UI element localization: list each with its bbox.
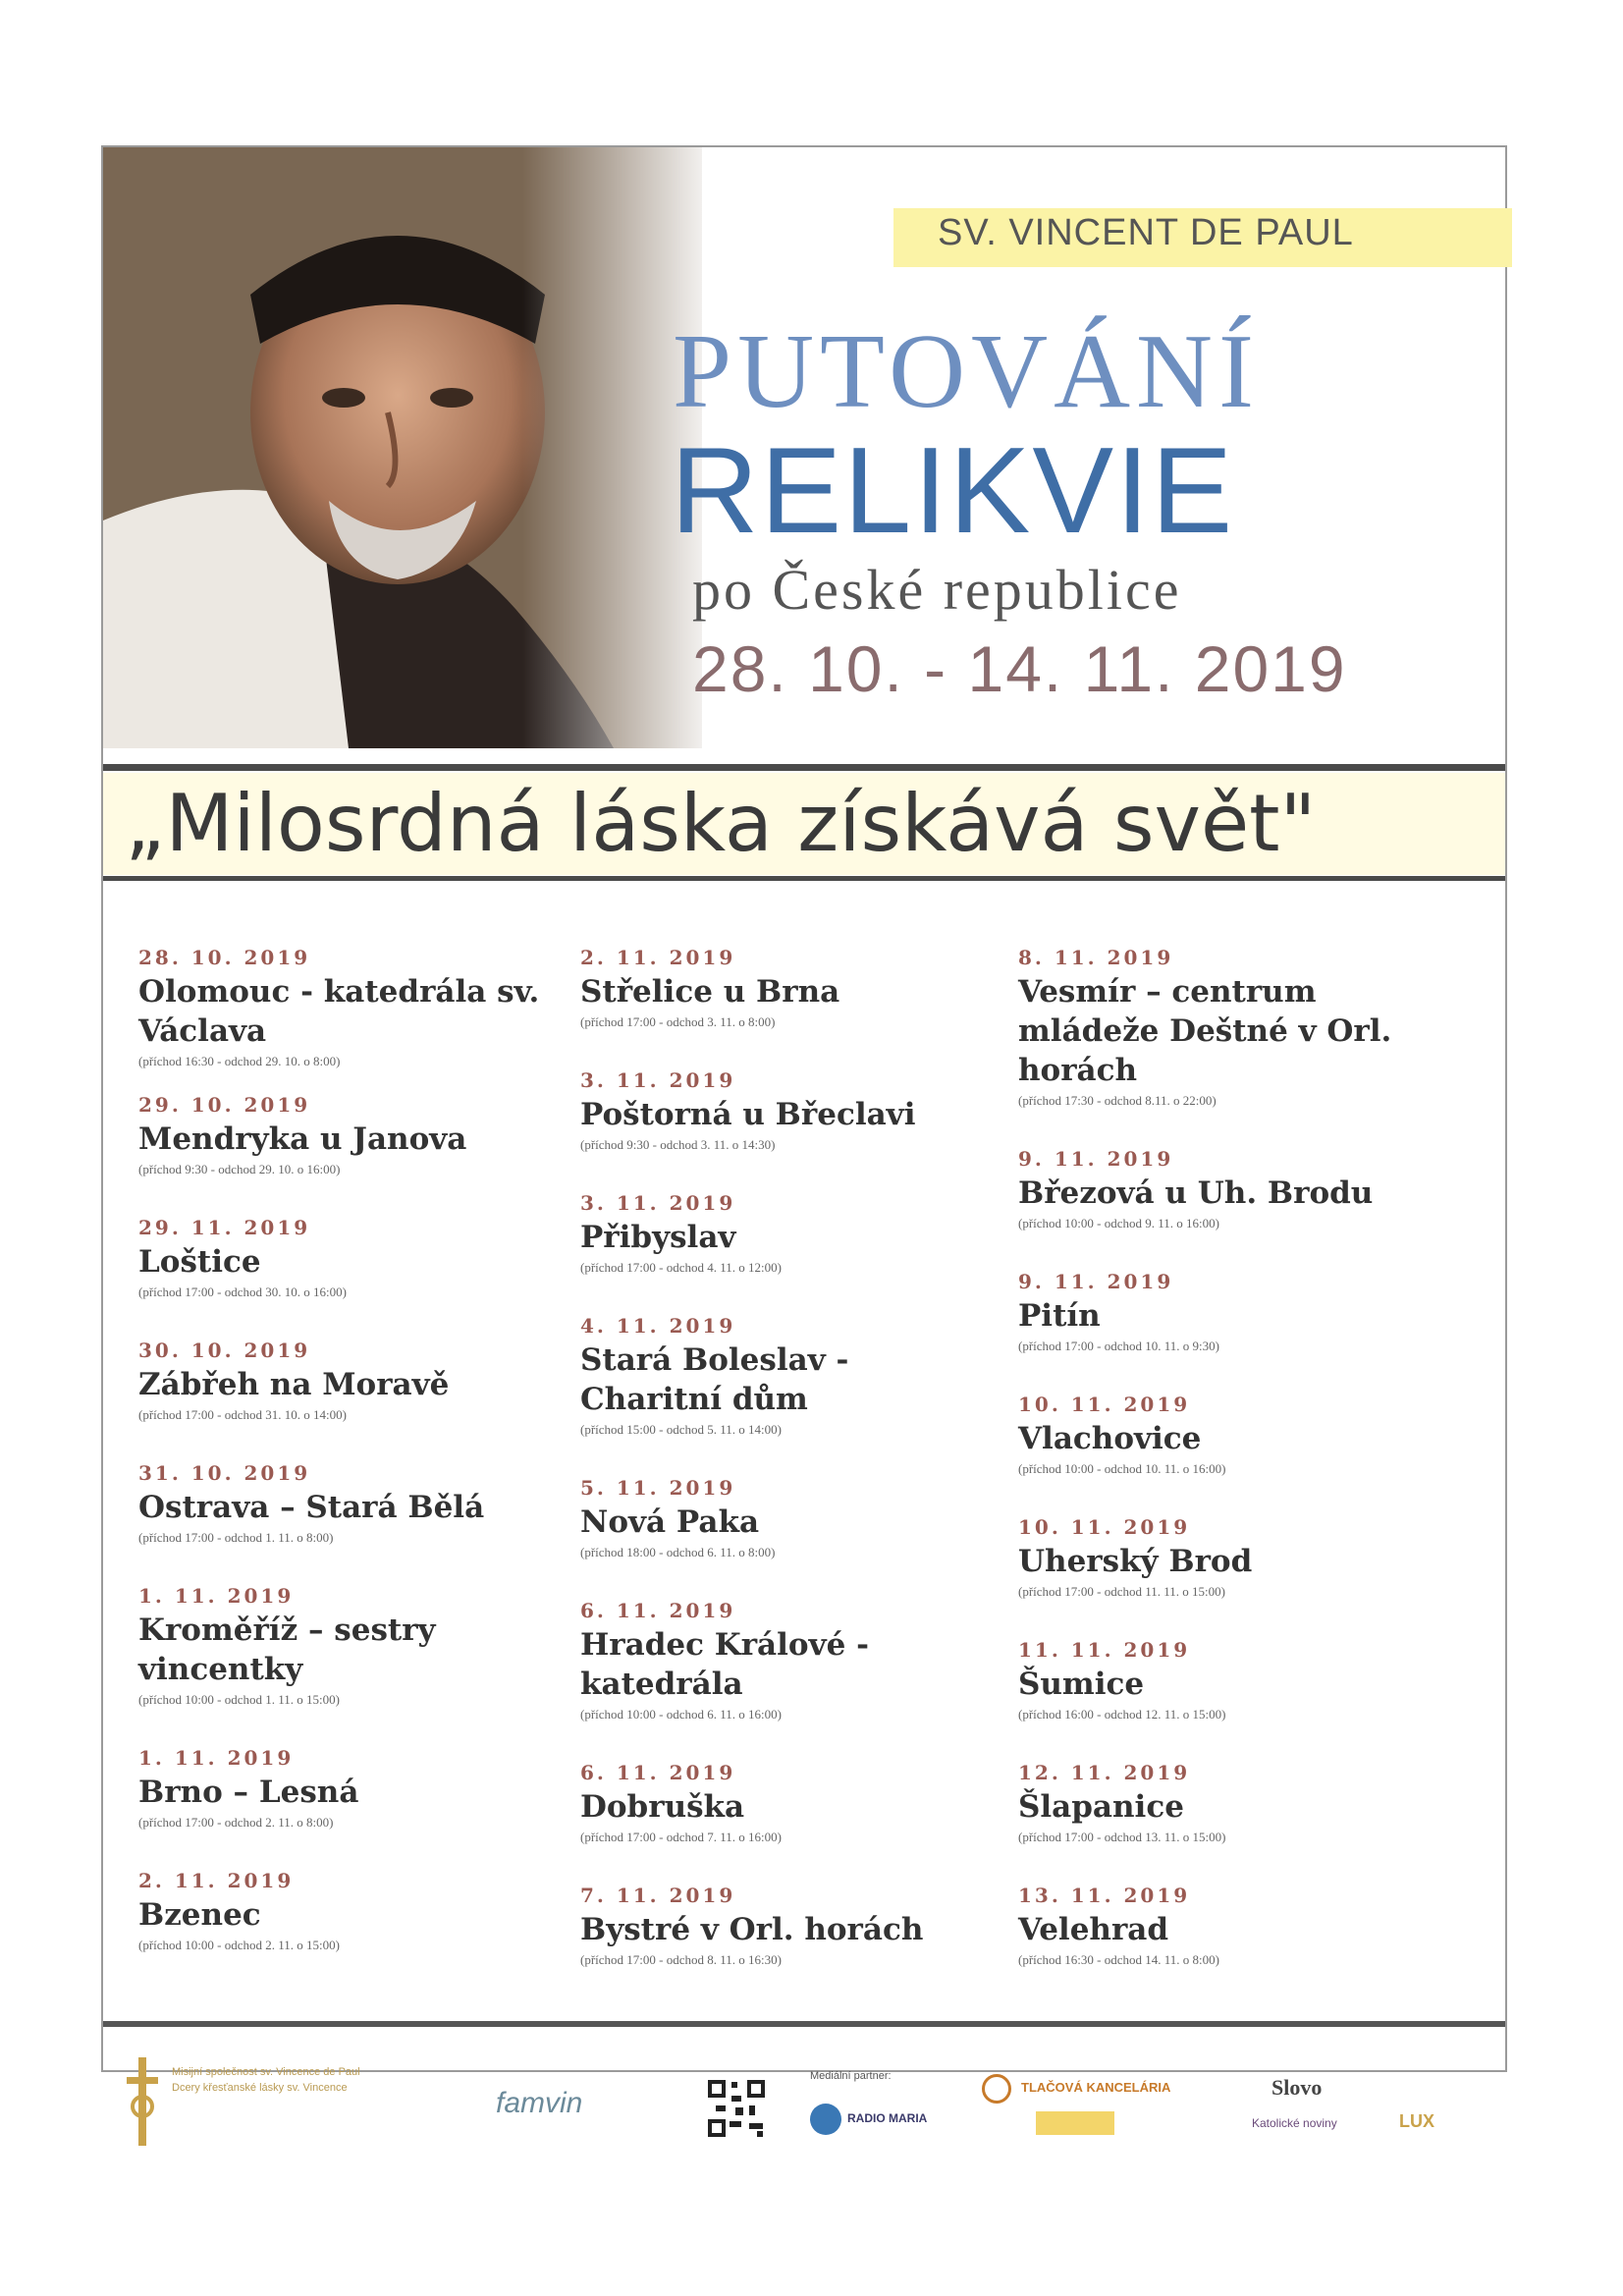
entry-date: 7. 11. 2019	[580, 1884, 736, 1907]
schedule-entry	[1018, 1392, 1431, 1478]
entry-place: Nová Paka	[580, 1504, 760, 1540]
schedule-entry	[138, 1215, 551, 1301]
entry-date: 1. 11. 2019	[138, 1584, 295, 1608]
entry-place: Vesmír – centrum mládeže Deštné v Orl. horách	[1018, 974, 1392, 1088]
entry-note: (příchod 10:00 - odchod 6. 11. o 16:00)	[580, 1707, 782, 1722]
entry-place: Bzenec	[138, 1897, 261, 1933]
entry-place: Šlapanice	[1018, 1789, 1184, 1825]
entry-date: 6. 11. 2019	[580, 1599, 736, 1622]
schedule-entry	[1018, 1883, 1431, 1969]
divider-bottom	[103, 876, 1505, 881]
schedule-entry	[1018, 1146, 1431, 1232]
entry-place: Dobruška	[580, 1789, 745, 1825]
entry-date: 2. 11. 2019	[580, 946, 736, 969]
entry-date: 11. 11. 2019	[1018, 1638, 1191, 1662]
entry-place: Hradec Králové - katedrála	[580, 1627, 869, 1702]
schedule-entry	[138, 945, 551, 1070]
entry-date: 10. 11. 2019	[1018, 1515, 1191, 1539]
entry-note: (příchod 17:00 - odchod 8. 11. o 16:30)	[580, 1952, 782, 1967]
famvin-logo: famvin	[496, 2087, 583, 2119]
entry-note: (příchod 16:00 - odchod 12. 11. o 15:00)	[1018, 1707, 1226, 1722]
entry-date: 4. 11. 2019	[580, 1314, 736, 1338]
entry-note: (příchod 10:00 - odchod 9. 11. o 16:00)	[1018, 1216, 1219, 1230]
entry-date: 3. 11. 2019	[580, 1191, 736, 1215]
entry-place: Kroměříž – sestry vincentky	[138, 1613, 436, 1687]
subtitle: po České republice	[692, 558, 1182, 622]
entry-date: 29. 11. 2019	[138, 1216, 311, 1239]
entry-place: Březová u Uh. Brodu	[1018, 1175, 1374, 1211]
entry-place: Šumice	[1018, 1667, 1145, 1702]
qr-code-icon	[706, 2078, 767, 2139]
entry-note: (příchod 17:00 - odchod 1. 11. o 8:00)	[138, 1530, 334, 1545]
entry-place: Střelice u Brna	[580, 974, 840, 1010]
entry-note: (příchod 9:30 - odchod 29. 10. o 16:00)	[138, 1162, 341, 1176]
entry-place: Bystré v Orl. horách	[580, 1912, 924, 1947]
schedule-entry	[1018, 945, 1431, 1110]
radio-maria-icon	[810, 2104, 841, 2135]
saint-name: SV. VINCENT DE PAUL	[938, 212, 1354, 253]
entry-note: (příchod 17:00 - odchod 3. 11. o 8:00)	[580, 1014, 776, 1029]
entry-note: (příchod 9:30 - odchod 3. 11. o 14:30)	[580, 1137, 776, 1152]
lux-logo: LUX	[1399, 2111, 1434, 2131]
entry-note: (příchod 10:00 - odchod 2. 11. o 15:00)	[138, 1938, 340, 1952]
entry-note: (příchod 10:00 - odchod 10. 11. o 16:00)	[1018, 1461, 1226, 1476]
entry-place: Brno – Lesná	[138, 1775, 359, 1810]
schedule-entry	[1018, 1269, 1431, 1355]
radio-maria-logo: RADIO MARIA	[847, 2111, 928, 2125]
schedule-entry	[580, 1760, 993, 1846]
slovo-logo: Slovo	[1271, 2075, 1323, 2100]
schedule-entry	[138, 1583, 551, 1709]
entry-note: (příchod 17:00 - odchod 13. 11. o 15:00)	[1018, 1830, 1226, 1844]
cross-logo-icon	[123, 2057, 162, 2146]
entry-place: Olomouc - katedrála sv. Václava	[138, 974, 540, 1049]
title-line-1: PUTOVÁNÍ	[673, 313, 1261, 430]
entry-date: 10. 11. 2019	[1018, 1393, 1191, 1416]
entry-note: (příchod 17:00 - odchod 7. 11. o 16:00)	[580, 1830, 782, 1844]
title-line-2: RELIKVIE	[671, 423, 1235, 559]
entry-place: Vlachovice	[1018, 1421, 1202, 1456]
schedule-entry	[580, 1475, 993, 1561]
entry-note: (příchod 16:30 - odchod 14. 11. o 8:00)	[1018, 1952, 1219, 1967]
entry-date: 9. 11. 2019	[1018, 1147, 1174, 1171]
entry-note: (příchod 17:00 - odchod 30. 10. o 16:00)	[138, 1285, 347, 1299]
motto: „Milosrdná láska získává svět"	[125, 778, 1317, 869]
entry-note: (příchod 15:00 - odchod 5. 11. o 14:00)	[580, 1422, 782, 1437]
entry-date: 30. 10. 2019	[138, 1339, 311, 1362]
tk-logo: TLAČOVÁ KANCELÁRIA	[1021, 2080, 1171, 2095]
media-partner-label: Mediální partner:	[810, 2070, 892, 2082]
entry-place: Zábřeh na Moravě	[138, 1367, 450, 1402]
entry-note: (příchod 17:00 - odchod 11. 11. o 15:00)	[1018, 1584, 1225, 1599]
schedule-entry	[138, 1092, 551, 1178]
footer-divider	[103, 2021, 1505, 2027]
entry-note: (příchod 17:00 - odchod 2. 11. o 8:00)	[138, 1815, 334, 1830]
entry-date: 5. 11. 2019	[580, 1476, 736, 1500]
entry-date: 13. 11. 2019	[1018, 1884, 1191, 1907]
divider-top	[103, 764, 1505, 771]
schedule-entry	[1018, 1760, 1431, 1846]
entry-place: Pitín	[1018, 1298, 1101, 1334]
entry-note: (příchod 17:00 - odchod 10. 11. o 9:30)	[1018, 1339, 1219, 1353]
entry-place: Přibyslav	[580, 1220, 736, 1255]
entry-date: 29. 10. 2019	[138, 1093, 311, 1117]
entry-date: 6. 11. 2019	[580, 1761, 736, 1784]
schedule-entry	[580, 1598, 993, 1723]
schedule-entry	[580, 1313, 993, 1439]
entry-date: 28. 10. 2019	[138, 946, 311, 969]
entry-date: 3. 11. 2019	[580, 1068, 736, 1092]
organizer-line-2: Dcery křesťanské lásky sv. Vincence	[172, 2082, 348, 2094]
organizer-info	[172, 2064, 466, 2096]
entry-place: Poštorná u Břeclavi	[580, 1097, 916, 1132]
schedule-entry	[138, 1338, 551, 1424]
entry-date: 9. 11. 2019	[1018, 1270, 1174, 1293]
entry-note: (příchod 16:30 - odchod 29. 10. o 8:00)	[138, 1054, 341, 1068]
entry-note: (příchod 17:00 - odchod 31. 10. o 14:00)	[138, 1407, 347, 1422]
schedule-entry	[138, 1745, 551, 1831]
entry-place: Mendryka u Janova	[138, 1121, 467, 1157]
entry-place: Uherský Brod	[1018, 1544, 1253, 1579]
entry-place: Ostrava – Stará Bělá	[138, 1490, 485, 1525]
entry-date: 31. 10. 2019	[138, 1461, 311, 1485]
event-dates: 28. 10. - 14. 11. 2019	[692, 632, 1347, 705]
schedule-entry	[580, 1190, 993, 1277]
sponsor-logo	[1036, 2111, 1114, 2135]
organizer-line-1: Misijní společnost sv. Vincence de Paul	[172, 2066, 360, 2078]
poster	[101, 145, 1507, 2131]
katolicke-noviny-logo: Katolické noviny	[1252, 2116, 1337, 2130]
entry-date: 2. 11. 2019	[138, 1869, 295, 1892]
schedule-entry	[580, 945, 993, 1031]
entry-date: 8. 11. 2019	[1018, 946, 1174, 969]
schedule-entry	[580, 1067, 993, 1154]
saint-portrait	[103, 147, 702, 748]
entry-date: 12. 11. 2019	[1018, 1761, 1191, 1784]
schedule-entry	[138, 1460, 551, 1547]
tk-logo-icon	[982, 2074, 1011, 2104]
schedule-entry	[1018, 1514, 1431, 1601]
entry-note: (příchod 18:00 - odchod 6. 11. o 8:00)	[580, 1545, 776, 1559]
schedule-entry	[138, 1868, 551, 1954]
entry-note: (příchod 17:00 - odchod 4. 11. o 12:00)	[580, 1260, 782, 1275]
entry-note: (příchod 17:30 - odchod 8.11. o 22:00)	[1018, 1093, 1217, 1108]
entry-place: Loštice	[138, 1244, 261, 1280]
entry-place: Stará Boleslav - Charitní dům	[580, 1342, 849, 1417]
entry-place: Velehrad	[1018, 1912, 1169, 1947]
schedule-entry	[1018, 1637, 1431, 1723]
schedule-entry	[580, 1883, 993, 1969]
entry-note: (příchod 10:00 - odchod 1. 11. o 15:00)	[138, 1692, 340, 1707]
entry-date: 1. 11. 2019	[138, 1746, 295, 1770]
